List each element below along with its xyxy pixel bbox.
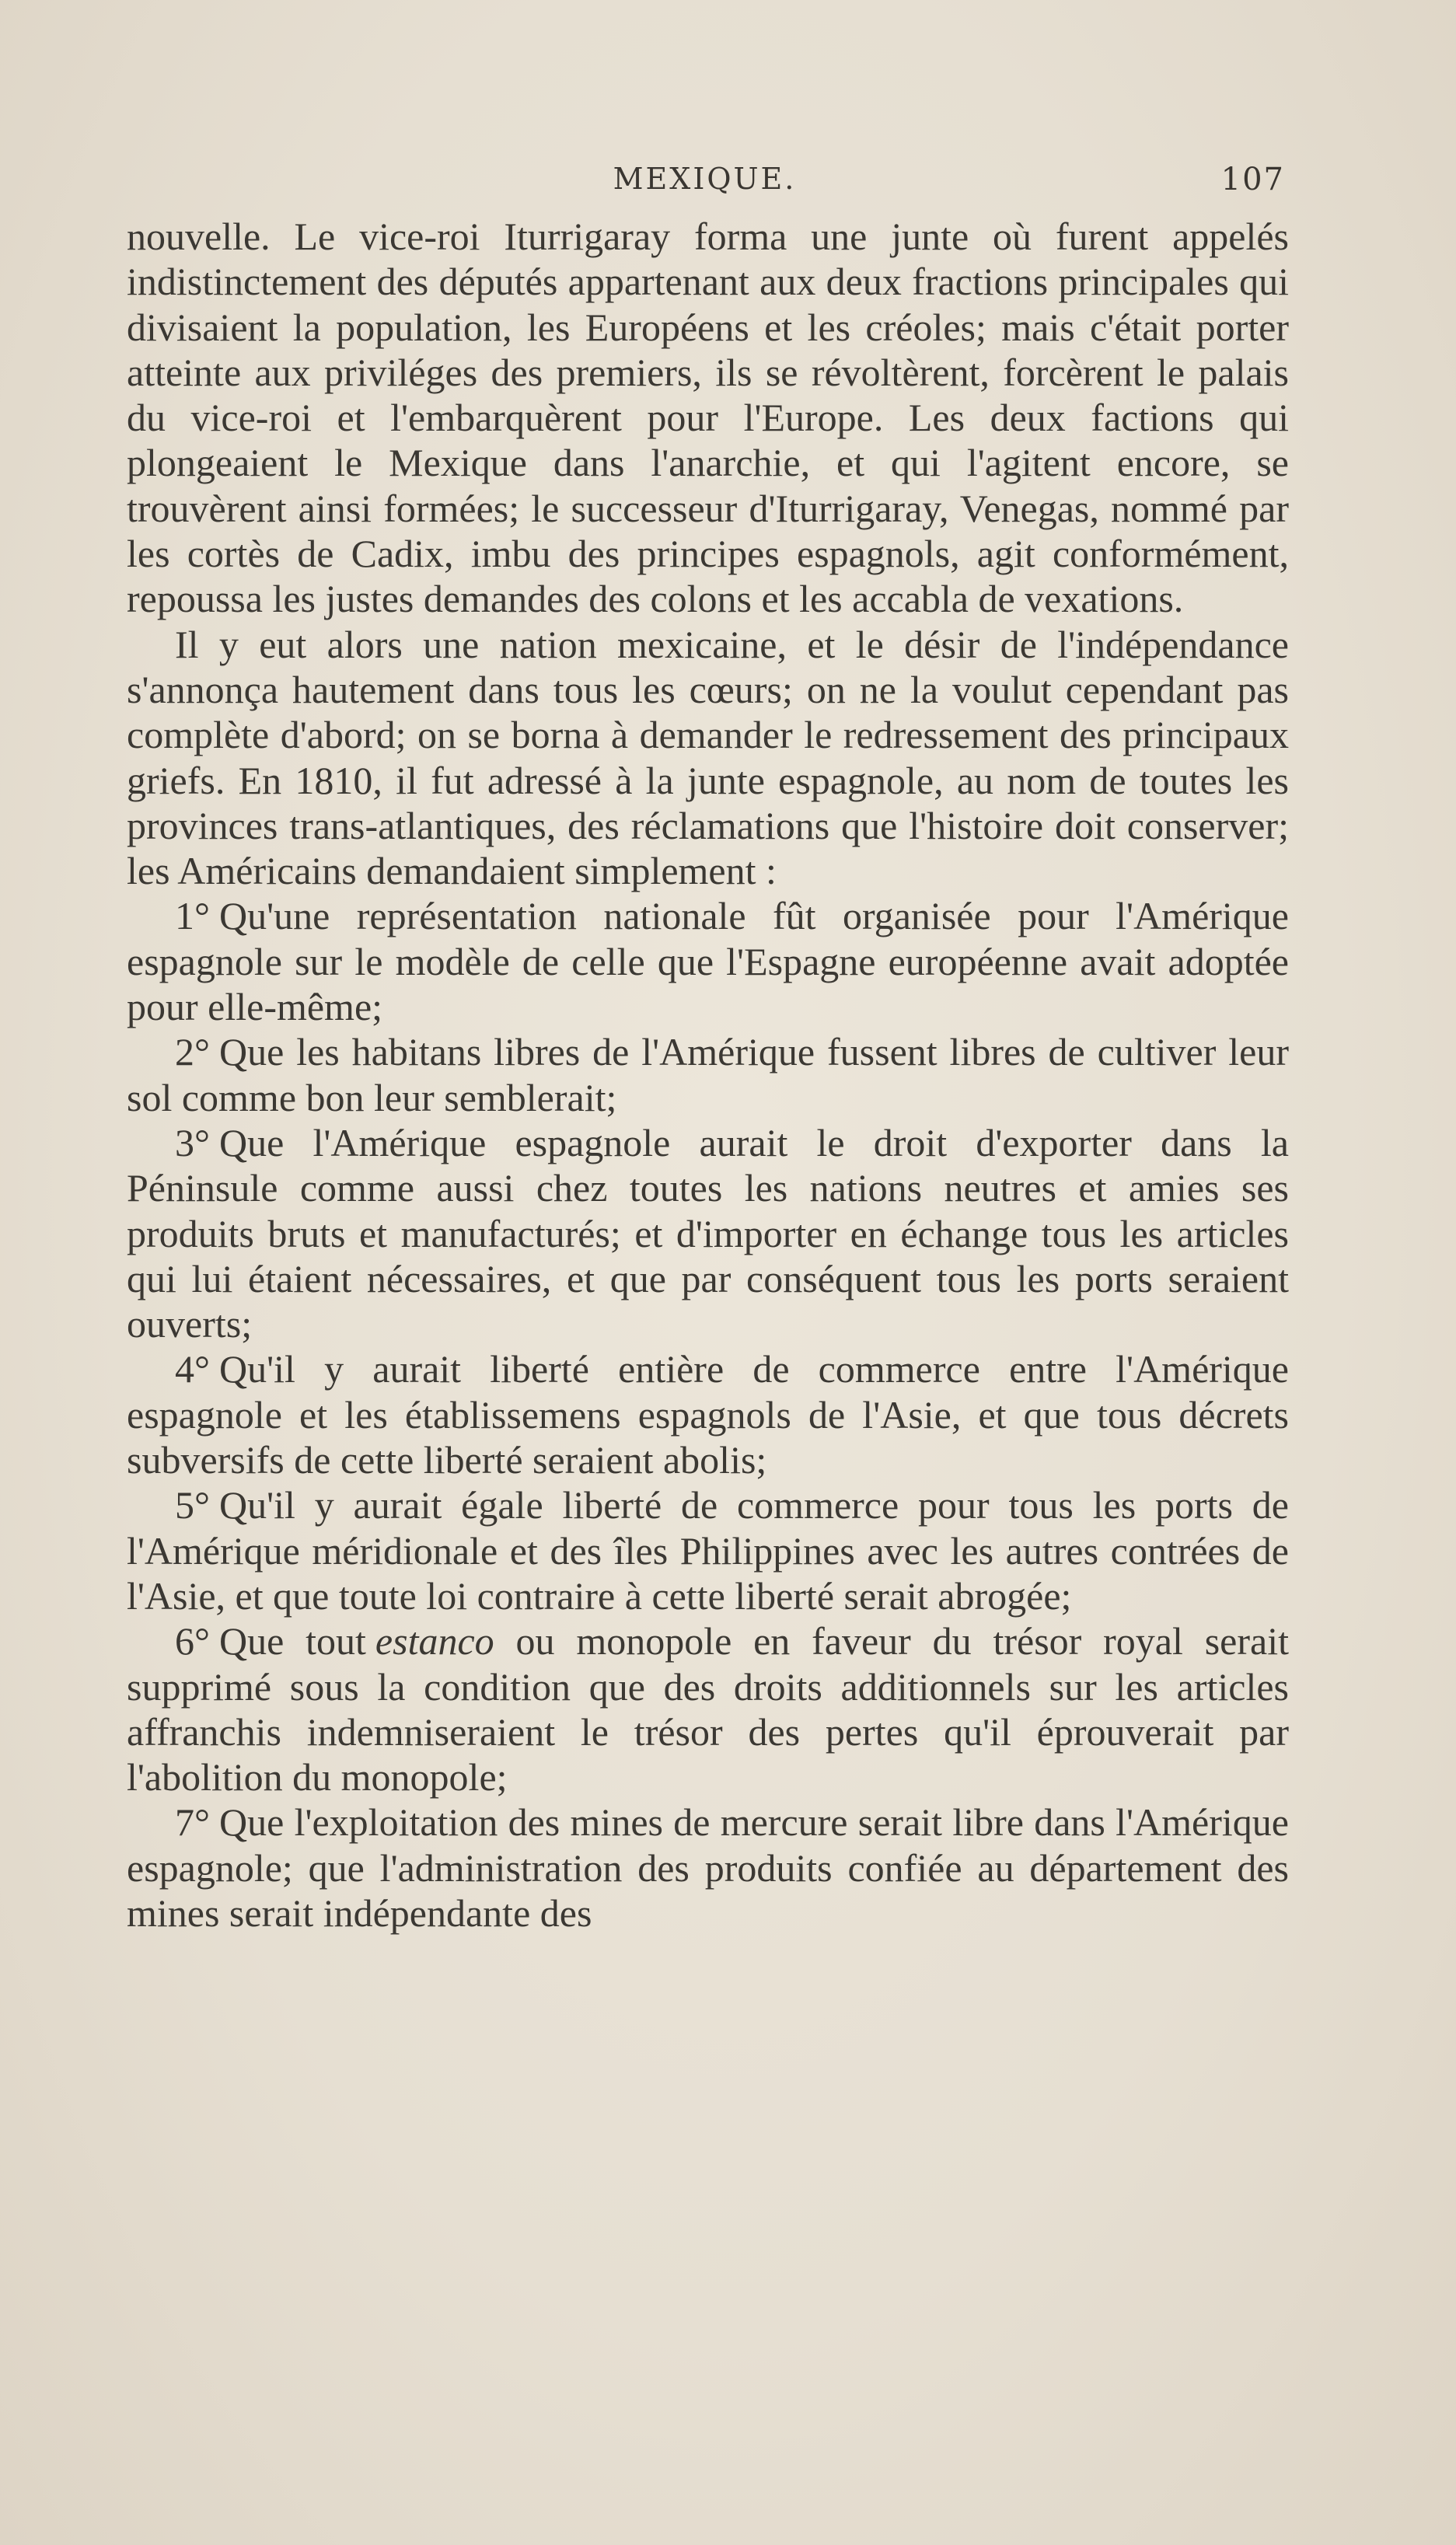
- item-lead: Que tout: [219, 1619, 366, 1664]
- item-text: Qu'il y aurait liberté entière de commerce entre l'Amérique espagnole et les établissemens espagnols de l'Asie, et que tous décrets subversifs de cette liberté seraient abolis;: [127, 1347, 1289, 1482]
- item-text: Que l'Amérique espagnole aurait le droit d'exporter dans la Péninsule comme aussi chez toutes les nations neutres et amies ses produits bruts et manufacturés; et d'importer en échange tous les articles qui lui étaient nécessaires, et que par conséquent tous les ports seraient ouverts;: [127, 1120, 1289, 1346]
- list-item: [127, 1346, 1289, 1482]
- list-item: [127, 1029, 1289, 1120]
- item-number: 2°: [175, 1030, 210, 1074]
- body-text: [127, 214, 1289, 1936]
- item-number: 7°: [175, 1800, 210, 1845]
- item-text: Que l'exploitation des mines de mercure serait libre dans l'Amérique espagnole; que l'administration des produits confiée au département des mines serait indépendante des: [127, 1800, 1289, 1935]
- item-text: Qu'il y aurait égale liberté de commerce pour tous les ports de l'Amérique méridionale et des îles Philippines avec les autres contrées de l'Asie, et que toute loi contraire à cette liberté serait abrogée;: [127, 1483, 1289, 1618]
- item-number: 1°: [175, 894, 210, 938]
- page-header: [124, 162, 1285, 208]
- item-number: 4°: [175, 1347, 210, 1391]
- item-number: 5°: [175, 1483, 210, 1527]
- item-number: 3°: [175, 1120, 210, 1164]
- page-number: 107: [1220, 162, 1285, 197]
- running-title: MEXIQUE.: [613, 162, 797, 196]
- list-item: [127, 1618, 1289, 1800]
- list-item: [127, 893, 1289, 1029]
- item-number: 6°: [175, 1619, 210, 1664]
- paragraph: Il y eut alors une nation mexicaine, et le désir de l'indépendance s'annonça hautement dans tous les cœurs; on ne la voulut cependant pas complète d'abord; on se borna à demander le redressement des principaux griefs. En 1810, il fut adressé à la junte espagnole, au nom de toutes les provinces trans-atlantiques, des réclamations que l'histoire doit conserver; les Américains demandaient simplement :: [127, 622, 1289, 893]
- item-emphasis: estanco: [375, 1619, 494, 1664]
- list-item: [127, 1120, 1289, 1346]
- list-item: [127, 1482, 1289, 1618]
- paragraph-continued: nouvelle. Le vice-roi Iturrigaray forma une junte où furent appelés indistinctement des députés appartenant aux deux fractions principales qui divisaient la population, les Européens et les créoles; mais c'était porter atteinte aux priviléges des premiers, ils se révoltèrent, forcèrent le palais du vice-roi et l'embarquèrent pour l'Europe. Les deux factions qui plongeaient le Mexique dans l'anarchie, et qui l'agitent encore, se trouvèrent ainsi formées; le successeur d'Iturrigaray, Venegas, nommé par les cortès de Cadix, imbu des principes espagnols, agit conformément, repoussa les justes demandes des colons et les accabla de vexations.: [127, 215, 1289, 621]
- item-text: Que les habitans libres de l'Amérique fussent libres de cultiver leur sol comme bon leur semblerait;: [127, 1030, 1289, 1119]
- item-text: Qu'une représentation nationale fût organisée pour l'Amérique espagnole sur le modèle de celle que l'Espagne européenne avait adoptée pour elle-même;: [127, 894, 1289, 1029]
- item-text: ou monopole en faveur du trésor royal serait supprimé sous la condition que des droits additionnels sur les articles affranchis indemniseraient le trésor des pertes qu'il éprouverait par l'abolition du monopole;: [127, 1619, 1289, 1800]
- list-item: [127, 1800, 1289, 1936]
